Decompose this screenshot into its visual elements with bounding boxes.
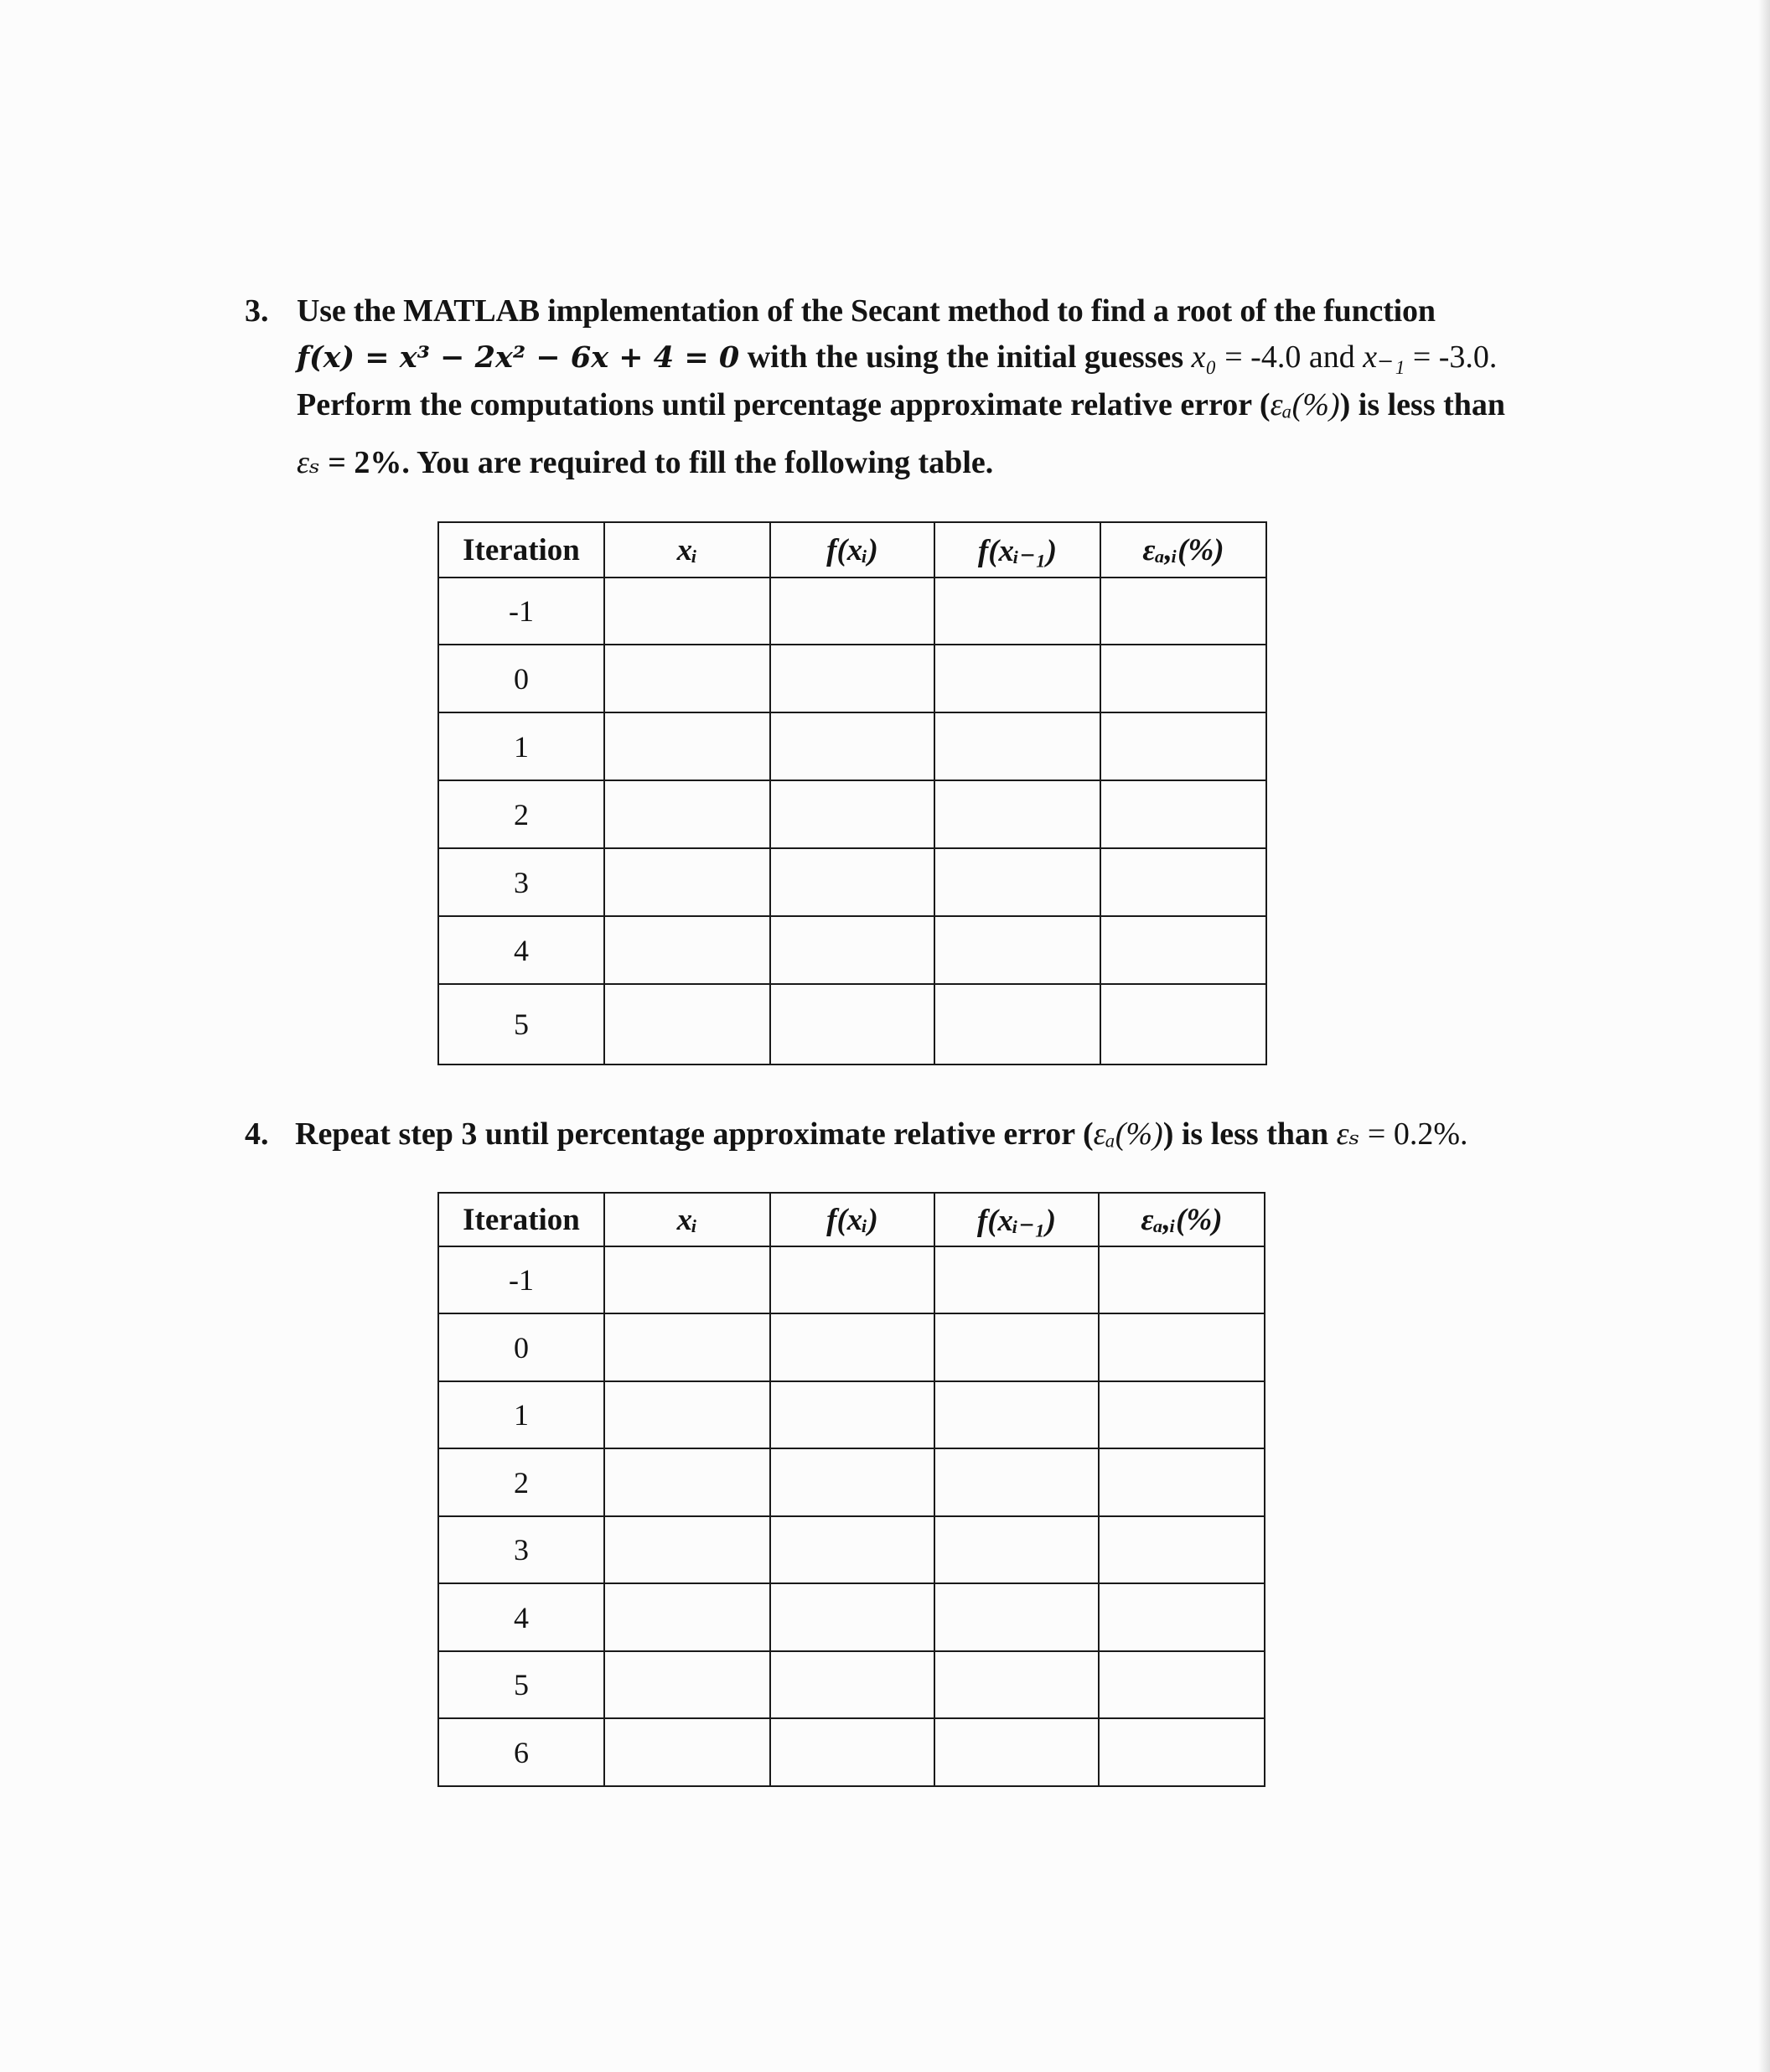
fxi-cell[interactable]: [770, 1381, 934, 1448]
table-row: [438, 780, 1266, 848]
eps-cell[interactable]: [1100, 916, 1266, 984]
fxi-cell[interactable]: [770, 1516, 934, 1583]
eps-cell[interactable]: [1099, 1313, 1265, 1381]
fxi-1-cell[interactable]: [934, 1448, 1099, 1516]
xi-cell[interactable]: [604, 1651, 770, 1718]
header-eps: εₐ,ᵢ(%): [1099, 1193, 1265, 1246]
iteration-cell: 0: [438, 645, 604, 712]
guesses-text: with the using the initial guesses: [739, 339, 1192, 375]
iteration-cell: 1: [438, 1381, 604, 1448]
xi-cell[interactable]: [604, 1516, 770, 1583]
eps-cell[interactable]: [1100, 645, 1266, 712]
line-3-post: ) is less than: [1339, 387, 1506, 422]
question-3-line-1: Use the MATLAB implementation of the Secant method to find a root of the function: [297, 293, 1436, 329]
iteration-cell: 5: [438, 1651, 604, 1718]
question-4-line: [295, 1118, 1552, 1150]
table-row: [438, 848, 1266, 916]
fxi-cell[interactable]: [770, 645, 934, 712]
fxi-1-cell[interactable]: [934, 1313, 1099, 1381]
fxi-1-cell[interactable]: [934, 848, 1100, 916]
fxi-cell[interactable]: [770, 916, 934, 984]
fxi-1-cell[interactable]: [934, 916, 1100, 984]
xi-cell[interactable]: [604, 1583, 770, 1651]
fxi-cell[interactable]: [770, 1313, 934, 1381]
xi-cell[interactable]: [604, 712, 770, 780]
table-row: [438, 984, 1266, 1064]
fxi-cell[interactable]: [770, 1718, 934, 1786]
eps-cell[interactable]: [1100, 984, 1266, 1064]
fxi-1-cell[interactable]: [934, 712, 1100, 780]
table-row: [438, 1583, 1265, 1651]
fxi-1-cell[interactable]: [934, 1246, 1099, 1313]
header-xi: xᵢ: [604, 1193, 770, 1246]
x0-label: x₀: [1191, 339, 1217, 375]
xi-cell[interactable]: [604, 848, 770, 916]
x-minus-1-value: = -3.0.: [1405, 339, 1498, 375]
iteration-cell: 0: [438, 1313, 604, 1381]
iteration-cell: 6: [438, 1718, 604, 1786]
xi-cell[interactable]: [604, 1448, 770, 1516]
q4-mid: ) is less than: [1162, 1116, 1337, 1152]
header-iteration: Iteration: [438, 522, 604, 578]
fxi-1-cell[interactable]: [934, 1651, 1099, 1718]
question-3-line-4: [297, 447, 1554, 479]
xi-cell[interactable]: [604, 916, 770, 984]
iteration-cell: 5: [438, 984, 604, 1064]
q4-eps-s: εₛ: [1336, 1116, 1360, 1152]
eps-cell[interactable]: [1099, 1448, 1265, 1516]
line-3-pre: Perform the computations until percentage approximate relative error (: [297, 387, 1271, 422]
fxi-1-cell[interactable]: [934, 984, 1100, 1064]
table-row: [438, 1718, 1265, 1786]
table-row: [438, 578, 1266, 645]
eps-cell[interactable]: [1100, 712, 1266, 780]
iteration-cell: 3: [438, 1516, 604, 1583]
fxi-1-cell[interactable]: [934, 578, 1100, 645]
eps-cell[interactable]: [1099, 1516, 1265, 1583]
table-row: [438, 916, 1266, 984]
table-row: [438, 1516, 1265, 1583]
fxi-cell[interactable]: [770, 1246, 934, 1313]
scan-edge-shadow: [1758, 0, 1770, 2072]
fxi-1-cell[interactable]: [934, 780, 1100, 848]
table-row: [438, 1381, 1265, 1448]
q4-pre: Repeat step 3 until percentage approximate relative error (: [295, 1116, 1094, 1152]
eps-cell[interactable]: [1099, 1651, 1265, 1718]
header-eps: εₐ,ᵢ(%): [1100, 522, 1266, 578]
q4-eps-a: εₐ(%): [1093, 1116, 1163, 1152]
eps-cell[interactable]: [1099, 1246, 1265, 1313]
function-expression: f(x) = x³ − 2x² − 6x + 4 = 0: [297, 340, 740, 375]
table-row: [438, 712, 1266, 780]
x-minus-1-label: x₋₁: [1363, 339, 1405, 375]
table-row: [438, 645, 1266, 712]
eps-cell[interactable]: [1100, 848, 1266, 916]
iteration-cell: 4: [438, 916, 604, 984]
iteration-cell: 1: [438, 712, 604, 780]
fxi-cell[interactable]: [770, 984, 934, 1064]
header-iteration: Iteration: [438, 1193, 604, 1246]
table-1: [437, 521, 1267, 1065]
table-row: [438, 1448, 1265, 1516]
eps-cell[interactable]: [1099, 1718, 1265, 1786]
eps-cell[interactable]: [1100, 578, 1266, 645]
eps-cell[interactable]: [1099, 1583, 1265, 1651]
fxi-cell[interactable]: [770, 780, 934, 848]
table-1-header-row: [438, 522, 1266, 578]
header-fxi-1: f(xᵢ₋₁): [934, 1193, 1099, 1246]
fxi-cell[interactable]: [770, 848, 934, 916]
fxi-1-cell[interactable]: [934, 1381, 1099, 1448]
table-2-header-row: [438, 1193, 1265, 1246]
header-xi: xᵢ: [604, 522, 770, 578]
fxi-cell[interactable]: [770, 1651, 934, 1718]
iteration-cell: 2: [438, 1448, 604, 1516]
xi-cell[interactable]: [604, 780, 770, 848]
eps-a: εₐ(%): [1270, 387, 1340, 422]
eps-cell[interactable]: [1100, 780, 1266, 848]
fxi-1-cell[interactable]: [934, 1583, 1099, 1651]
table-2: [437, 1192, 1265, 1787]
question-3-line-3: [297, 389, 1554, 421]
fxi-cell[interactable]: [770, 712, 934, 780]
line-4-post: = 2%. You are required to fill the following table.: [319, 445, 994, 480]
fxi-1-cell[interactable]: [934, 645, 1100, 712]
xi-cell[interactable]: [604, 1313, 770, 1381]
xi-cell[interactable]: [604, 1381, 770, 1448]
xi-cell[interactable]: [604, 1718, 770, 1786]
question-3-line-2: [297, 341, 1554, 373]
xi-cell[interactable]: [604, 645, 770, 712]
fxi-cell[interactable]: [770, 1583, 934, 1651]
xi-cell[interactable]: [604, 578, 770, 645]
question-4-number: 4.: [245, 1116, 269, 1152]
x0-value: = -4.0 and: [1216, 339, 1364, 375]
iteration-cell: -1: [438, 578, 604, 645]
fxi-cell[interactable]: [770, 578, 934, 645]
table-row: [438, 1246, 1265, 1313]
fxi-cell[interactable]: [770, 1448, 934, 1516]
iteration-cell: 4: [438, 1583, 604, 1651]
q4-post: = 0.2%.: [1359, 1116, 1468, 1152]
eps-s: εₛ: [297, 445, 320, 480]
iteration-cell: 3: [438, 848, 604, 916]
iteration-cell: -1: [438, 1246, 604, 1313]
fxi-1-cell[interactable]: [934, 1718, 1099, 1786]
header-fxi: f(xᵢ): [770, 1193, 934, 1246]
fxi-1-cell[interactable]: [934, 1516, 1099, 1583]
header-fxi-1: f(xᵢ₋₁): [934, 522, 1100, 578]
header-fxi: f(xᵢ): [770, 522, 934, 578]
xi-cell[interactable]: [604, 984, 770, 1064]
table-row: [438, 1313, 1265, 1381]
eps-cell[interactable]: [1099, 1381, 1265, 1448]
iteration-cell: 2: [438, 780, 604, 848]
table-row: [438, 1651, 1265, 1718]
xi-cell[interactable]: [604, 1246, 770, 1313]
question-3-number: 3.: [245, 293, 269, 329]
